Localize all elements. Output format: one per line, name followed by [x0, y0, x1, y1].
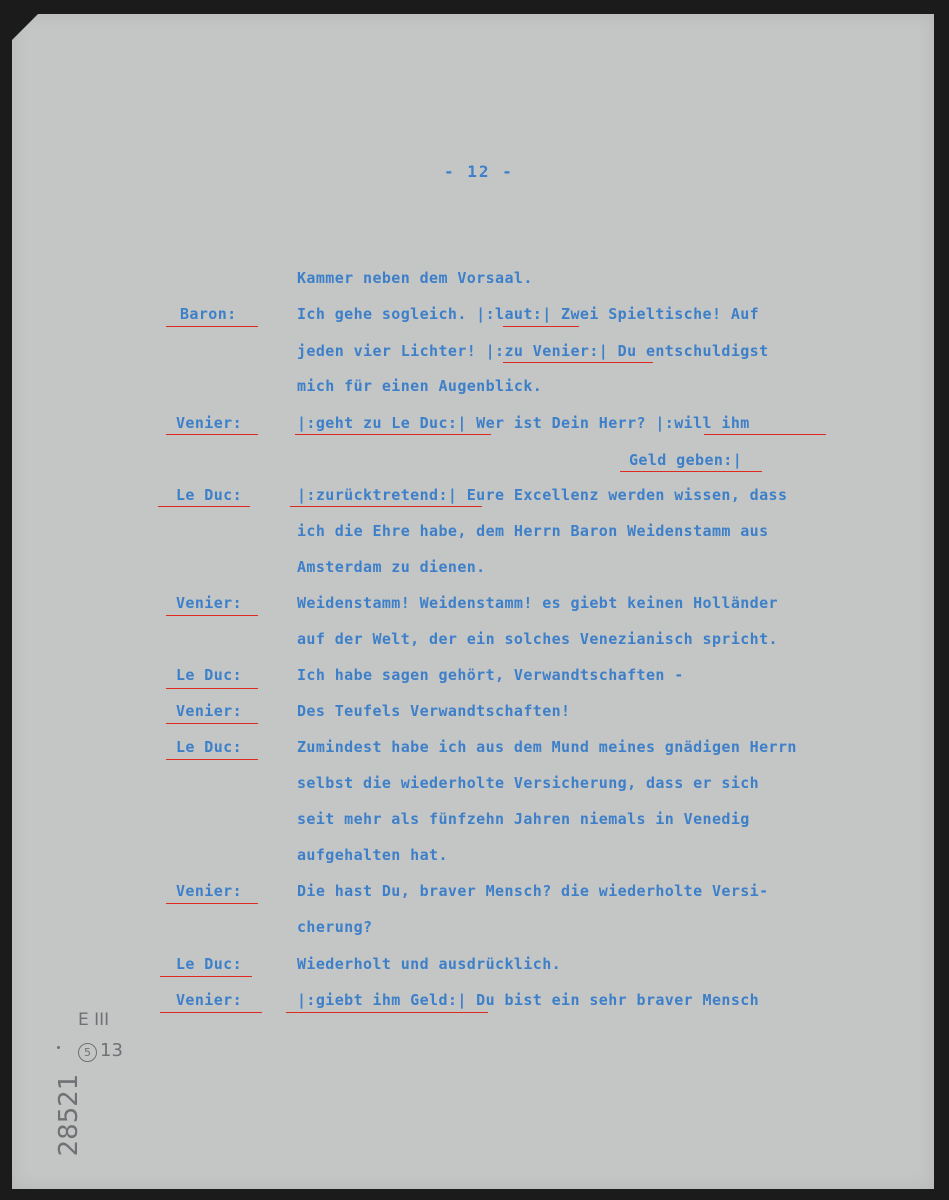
- text-line: Ich gehe sogleich. |:laut:| Zwei Spieltische! Auf: [297, 305, 760, 323]
- speaker-le-duc: Le Duc:: [176, 738, 243, 756]
- text-line: Weidenstamm! Weidenstamm! es giebt keinen Holländer: [297, 594, 778, 612]
- speaker-underline: [166, 688, 258, 689]
- text-line: aufgehalten hat.: [297, 846, 448, 864]
- text-line: Amsterdam zu dienen.: [297, 558, 486, 576]
- text-line: Geld geben:|: [629, 451, 743, 469]
- text-line: Zumindest habe ich aus dem Mund meines gnädigen Herrn: [297, 738, 797, 756]
- text-line: jeden vier Lichter! |:zu Venier:| Du entschuldigst: [297, 342, 769, 360]
- handwritten-side-number: 28521: [54, 1073, 84, 1157]
- text-line: mich für einen Augenblick.: [297, 377, 543, 395]
- speaker-underline: [166, 615, 258, 616]
- speaker-le-duc: Le Duc:: [176, 955, 243, 973]
- text-line: |:giebt ihm Geld:| Du bist ein sehr braver Mensch: [297, 991, 760, 1009]
- direction-underline: [503, 362, 653, 363]
- text-line: ich die Ehre habe, dem Herrn Baron Weidenstamm aus: [297, 522, 769, 540]
- text-line: |:zurücktretend:| Eure Excellenz werden wissen, dass: [297, 486, 788, 504]
- speaker-venier: Venier:: [176, 594, 243, 612]
- text-line: Die hast Du, braver Mensch? die wiederholte Versi-: [297, 882, 769, 900]
- speaker-underline: [166, 903, 258, 904]
- page-number: - 12 -: [444, 162, 514, 181]
- speaker-underline: [160, 976, 252, 977]
- speaker-underline: [158, 506, 250, 507]
- direction-underline: [704, 434, 826, 435]
- speaker-underline: [166, 434, 258, 435]
- text-line: auf der Welt, der ein solches Venezianisch spricht.: [297, 630, 778, 648]
- speaker-baron: Baron:: [180, 305, 237, 323]
- direction-underline: [290, 506, 482, 507]
- text-line: |:geht zu Le Duc:| Wer ist Dein Herr? |:will ihm: [297, 414, 750, 432]
- handwritten-circled-mark: [78, 1040, 123, 1062]
- handwritten-mark: E III: [78, 1010, 110, 1030]
- ink-dot: [57, 1046, 60, 1049]
- speaker-le-duc: Le Duc:: [176, 666, 243, 684]
- direction-underline: [295, 434, 491, 435]
- speaker-venier: Venier:: [176, 414, 243, 432]
- speaker-underline: [166, 723, 258, 724]
- text-line: selbst die wiederholte Versicherung, dass er sich: [297, 774, 760, 792]
- folded-corner: [12, 14, 38, 40]
- direction-underline: [286, 1012, 488, 1013]
- speaker-underline: [166, 326, 258, 327]
- circled-number: 5: [78, 1043, 97, 1062]
- speaker-underline: [166, 759, 258, 760]
- text-line: Des Teufels Verwandtschaften!: [297, 702, 571, 720]
- text-line: cherung?: [297, 918, 373, 936]
- text-line: Wiederholt und ausdrücklich.: [297, 955, 562, 973]
- text-line: Ich habe sagen gehört, Verwandtschaften -: [297, 666, 684, 684]
- handwritten-number: 13: [100, 1040, 123, 1061]
- direction-underline: [503, 326, 579, 327]
- text-line: Kammer neben dem Vorsaal.: [297, 269, 533, 287]
- speaker-underline: [160, 1012, 262, 1013]
- direction-underline: [620, 471, 762, 472]
- speaker-le-duc: Le Duc:: [176, 486, 243, 504]
- speaker-venier: Venier:: [176, 882, 243, 900]
- speaker-venier: Venier:: [176, 991, 243, 1009]
- text-line: seit mehr als fünfzehn Jahren niemals in Venedig: [297, 810, 750, 828]
- speaker-venier: Venier:: [176, 702, 243, 720]
